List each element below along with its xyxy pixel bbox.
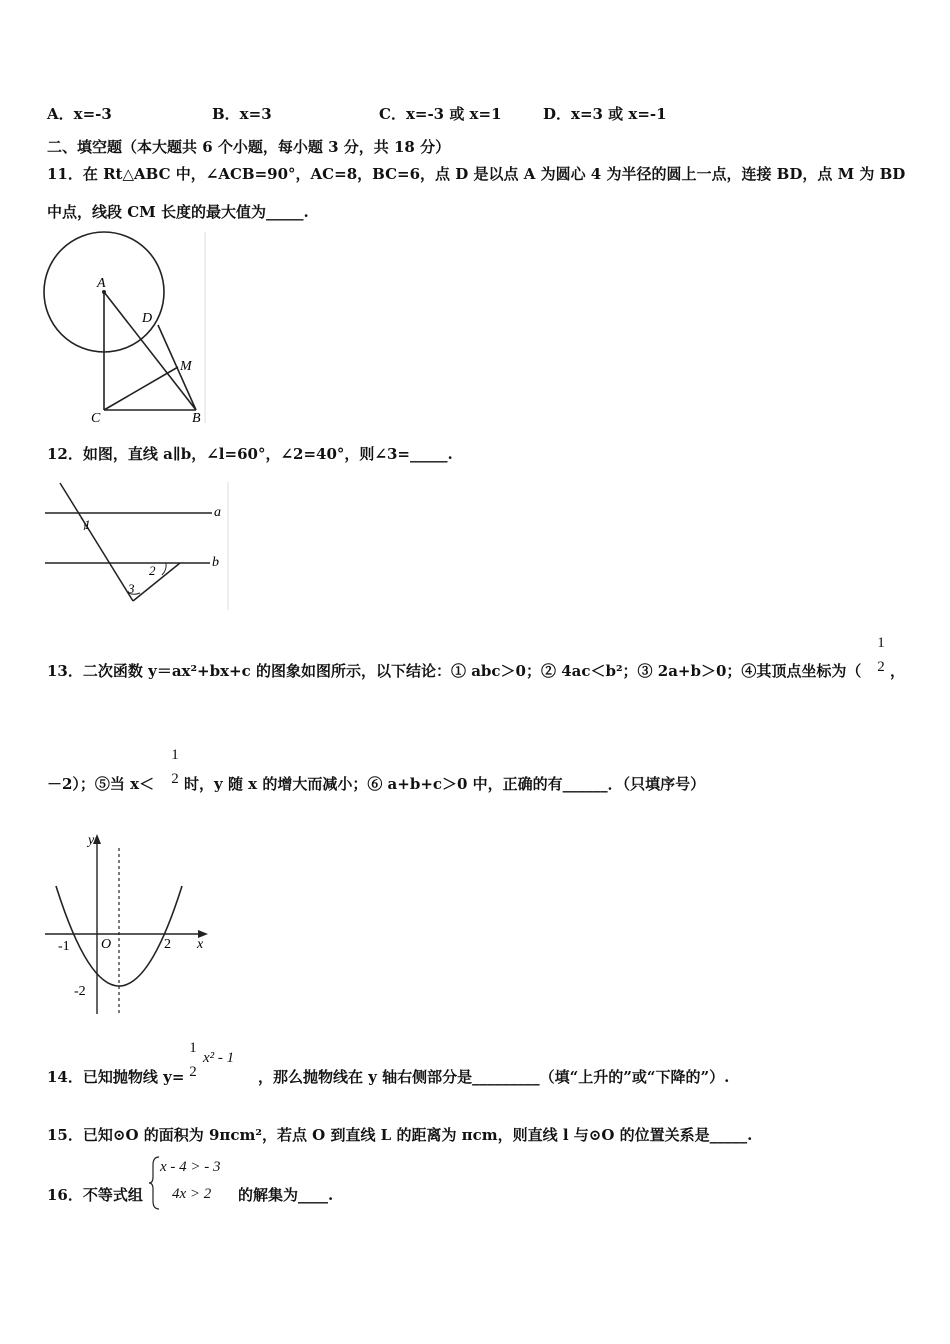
q13-frac1-den: 2 xyxy=(877,659,885,675)
q16-prefix: 16．不等式组 xyxy=(47,1186,143,1204)
section-heading: 二、填空题（本大题共 6 个小题，每小题 3 分，共 18 分） xyxy=(47,138,451,156)
choice-d: D．x=3 或 x=-1 xyxy=(543,105,667,123)
label-a: a xyxy=(214,505,221,520)
label-angle1: 1 xyxy=(84,517,91,532)
label-y: y xyxy=(88,833,95,848)
angle2-arc xyxy=(162,563,166,575)
label-neg-two: -2 xyxy=(74,984,86,999)
segment-cm xyxy=(104,367,178,410)
choice-b: B．x=3 xyxy=(212,105,272,123)
q11-line1: 11．在 Rt△ABC 中，∠ACB=90°，AC=8，BC=6，点 D 是以点 A 为圆心 4 为半径的圆上一点，连接 BD，点 M 为 BD xyxy=(47,165,906,183)
label-c: C xyxy=(91,411,101,425)
q11-line2: 中点，线段 CM 长度的最大值为_____. xyxy=(47,203,309,221)
label-x: x xyxy=(197,937,204,952)
q13-line2-end: 时，y 随 x 的增大而减小；⑥ a+b+c＞0 中，正确的有______．（只填序号） xyxy=(184,775,706,793)
q16-suffix: 的解集为____. xyxy=(238,1186,334,1204)
q13-frac2-num: 1 xyxy=(171,747,179,763)
q14-frac xyxy=(186,1039,200,1081)
choice-a: A．x=-3 xyxy=(47,105,112,123)
label-neg-one: -1 xyxy=(58,939,70,954)
q16-ineq1: x - 4 > - 3 xyxy=(160,1159,221,1175)
q13-frac1-num: 1 xyxy=(877,635,885,651)
q14-expr: x² - 1 xyxy=(203,1050,235,1066)
q13-frac2-den: 2 xyxy=(171,771,179,787)
transversal-right xyxy=(133,563,180,601)
label-angle3: 3 xyxy=(128,581,135,596)
q14-frac-num: 1 xyxy=(189,1040,197,1056)
choice-c: C．x=-3 或 x=1 xyxy=(379,105,502,123)
label-b: B xyxy=(192,411,201,425)
label-a: A xyxy=(97,276,106,291)
label-angle2: 2 xyxy=(149,563,156,578)
label-b: b xyxy=(212,555,219,570)
label-m: M xyxy=(180,359,192,374)
label-d: D xyxy=(142,311,153,326)
label-origin: O xyxy=(101,937,112,952)
q14-prefix: 14．已知抛物线 y= xyxy=(47,1068,185,1086)
q14-suffix: ，那么抛物线在 y 轴右侧部分是_________（填“上升的”或“下降的”）. xyxy=(258,1068,730,1086)
transversal-left xyxy=(60,483,133,601)
q13-line2-start: －2）；⑤当 x＜ xyxy=(47,775,155,793)
q11-figure xyxy=(40,230,210,425)
q16-ineq2: 4x > 2 xyxy=(172,1186,212,1202)
q13-line1-end: ， xyxy=(890,662,906,680)
q13-line1: 13．二次函数 y＝ax²+bx+c 的图象如图所示，以下结论：① abc＞0；② 4ac＜b²；③ 2a+b＞0；④其顶点坐标为（ xyxy=(47,662,862,680)
q13-frac2 xyxy=(168,746,182,788)
q13-frac1 xyxy=(874,634,888,676)
label-two: 2 xyxy=(164,937,171,952)
q12-figure xyxy=(40,480,235,612)
q12-text: 12．如图，直线 a∥b，∠l=60°，∠2=40°，则∠3=_____. xyxy=(47,445,453,463)
q14-frac-den: 2 xyxy=(189,1064,197,1080)
q15-text: 15．已知⊙O 的面积为 9πcm²，若点 O 到直线 L 的距离为 πcm，则直线 l 与⊙O 的位置关系是_____. xyxy=(47,1126,753,1144)
q13-figure xyxy=(40,828,215,1018)
